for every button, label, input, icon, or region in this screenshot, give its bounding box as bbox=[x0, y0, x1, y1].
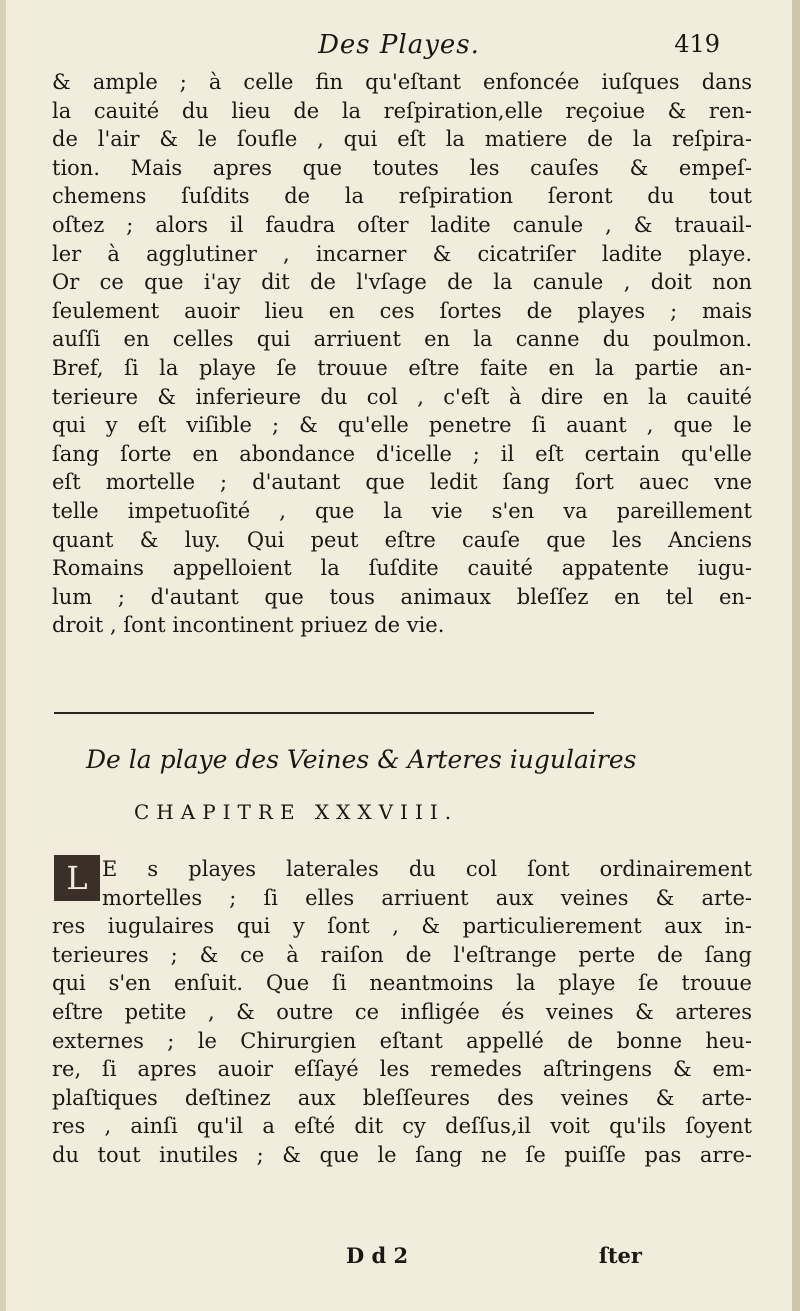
text-line: de l'air & le ſoufle , qui eſt la matiere de la reſpira- bbox=[52, 127, 752, 152]
text-line: tion. Mais apres que toutes les cauſes & empeſ- bbox=[52, 155, 752, 180]
text-line: chemens ſuſdits de la reſpiration ſeront du tout bbox=[52, 184, 752, 209]
catchword: ſter bbox=[598, 1243, 642, 1268]
text-line: eſt mortelle ; d'autant que ledit ſang ſort auec vne bbox=[52, 470, 752, 495]
text-line: lum ; d'autant que tous animaux bleſſez en tel en- bbox=[52, 584, 752, 609]
text-line: E s playes laterales du col ſont ordinairement bbox=[102, 857, 752, 881]
text-line: quant & luy. Qui peut eſtre cauſe que les Anciens bbox=[52, 527, 752, 552]
paragraph-two bbox=[52, 855, 752, 1170]
signature-mark: D d 2 bbox=[346, 1243, 409, 1268]
running-title: Des Playes. bbox=[318, 30, 480, 60]
text-line: droit , ſont incontinent priuez de vie. bbox=[52, 613, 445, 638]
text-line: res , ainſi qu'il a eſté dit cy deſſus,il voit qu'ils ſoyent bbox=[52, 1114, 752, 1139]
text-line: terieures ; & ce à raiſon de l'eſtrange perte de ſang bbox=[52, 942, 752, 967]
text-line: du tout inutiles ; & que le ſang ne ſe puiſſe pas arre- bbox=[52, 1142, 752, 1167]
text-line: mortelles ; ſi elles arriuent aux veines & arte- bbox=[102, 885, 752, 910]
text-line: eſtre petite , & outre ce infligée és veines & arteres bbox=[52, 999, 752, 1024]
text-line: oſtez ; alors il faudra oſter ladite canule , & trauail- bbox=[52, 212, 752, 237]
paragraph-one bbox=[52, 68, 752, 640]
text-line: res iugulaires qui y ſont , & particulierement aux in- bbox=[52, 914, 752, 939]
page-number: 419 bbox=[674, 30, 720, 58]
text-line: & ample ; à celle fin qu'eſtant enfoncée iuſques dans bbox=[52, 70, 752, 94]
text-line: plaſtiques deſtinez aux bleſſeures des veines & arte- bbox=[52, 1085, 752, 1110]
chapter-heading: CHAPITRE XXXVIII. bbox=[134, 800, 459, 824]
text-line: externes ; le Chirurgien eſtant appellé de bonne heu- bbox=[52, 1028, 752, 1053]
section-divider bbox=[54, 712, 594, 714]
text-line: terieure & inferieure du col , c'eſt à dire en la cauité bbox=[52, 384, 752, 409]
text-line: qui s'en enſuit. Que ſi neantmoins la playe ſe trouue bbox=[52, 971, 752, 996]
section-title: De la playe des Veines & Arteres iugulaires bbox=[86, 745, 637, 774]
running-header bbox=[66, 30, 732, 70]
text-line: telle impetuoſité , que la vie s'en va pareillement bbox=[52, 498, 752, 523]
text-line: Bref, ſi la playe ſe trouue eſtre faite en la partie an- bbox=[52, 355, 752, 380]
drop-cap-letter: L bbox=[54, 855, 100, 901]
text-line: la cauité du lieu de la reſpiration,elle reçoiue & ren- bbox=[52, 98, 752, 123]
text-line: auſſi en celles qui arriuent en la canne du poulmon. bbox=[52, 327, 752, 352]
text-line: Romains appelloient la ſuſdite cauité appatente iugu- bbox=[52, 556, 752, 581]
text-line: ſang ſorte en abondance d'icelle ; il eſt certain qu'elle bbox=[52, 441, 752, 466]
text-line: ler à agglutiner , incarner & cicatriſer ladite playe. bbox=[52, 241, 752, 266]
text-line: Or ce que i'ay dit de l'vſage de la canule , doit non bbox=[52, 270, 752, 295]
text-line: re, ſi apres auoir eſſayé les remedes aſtringens & em- bbox=[52, 1057, 752, 1082]
text-line: ſeulement auoir lieu en ces ſortes de playes ; mais bbox=[52, 298, 752, 323]
text-line: qui y eſt viſible ; & qu'elle penetre ſi auant , que le bbox=[52, 413, 752, 438]
